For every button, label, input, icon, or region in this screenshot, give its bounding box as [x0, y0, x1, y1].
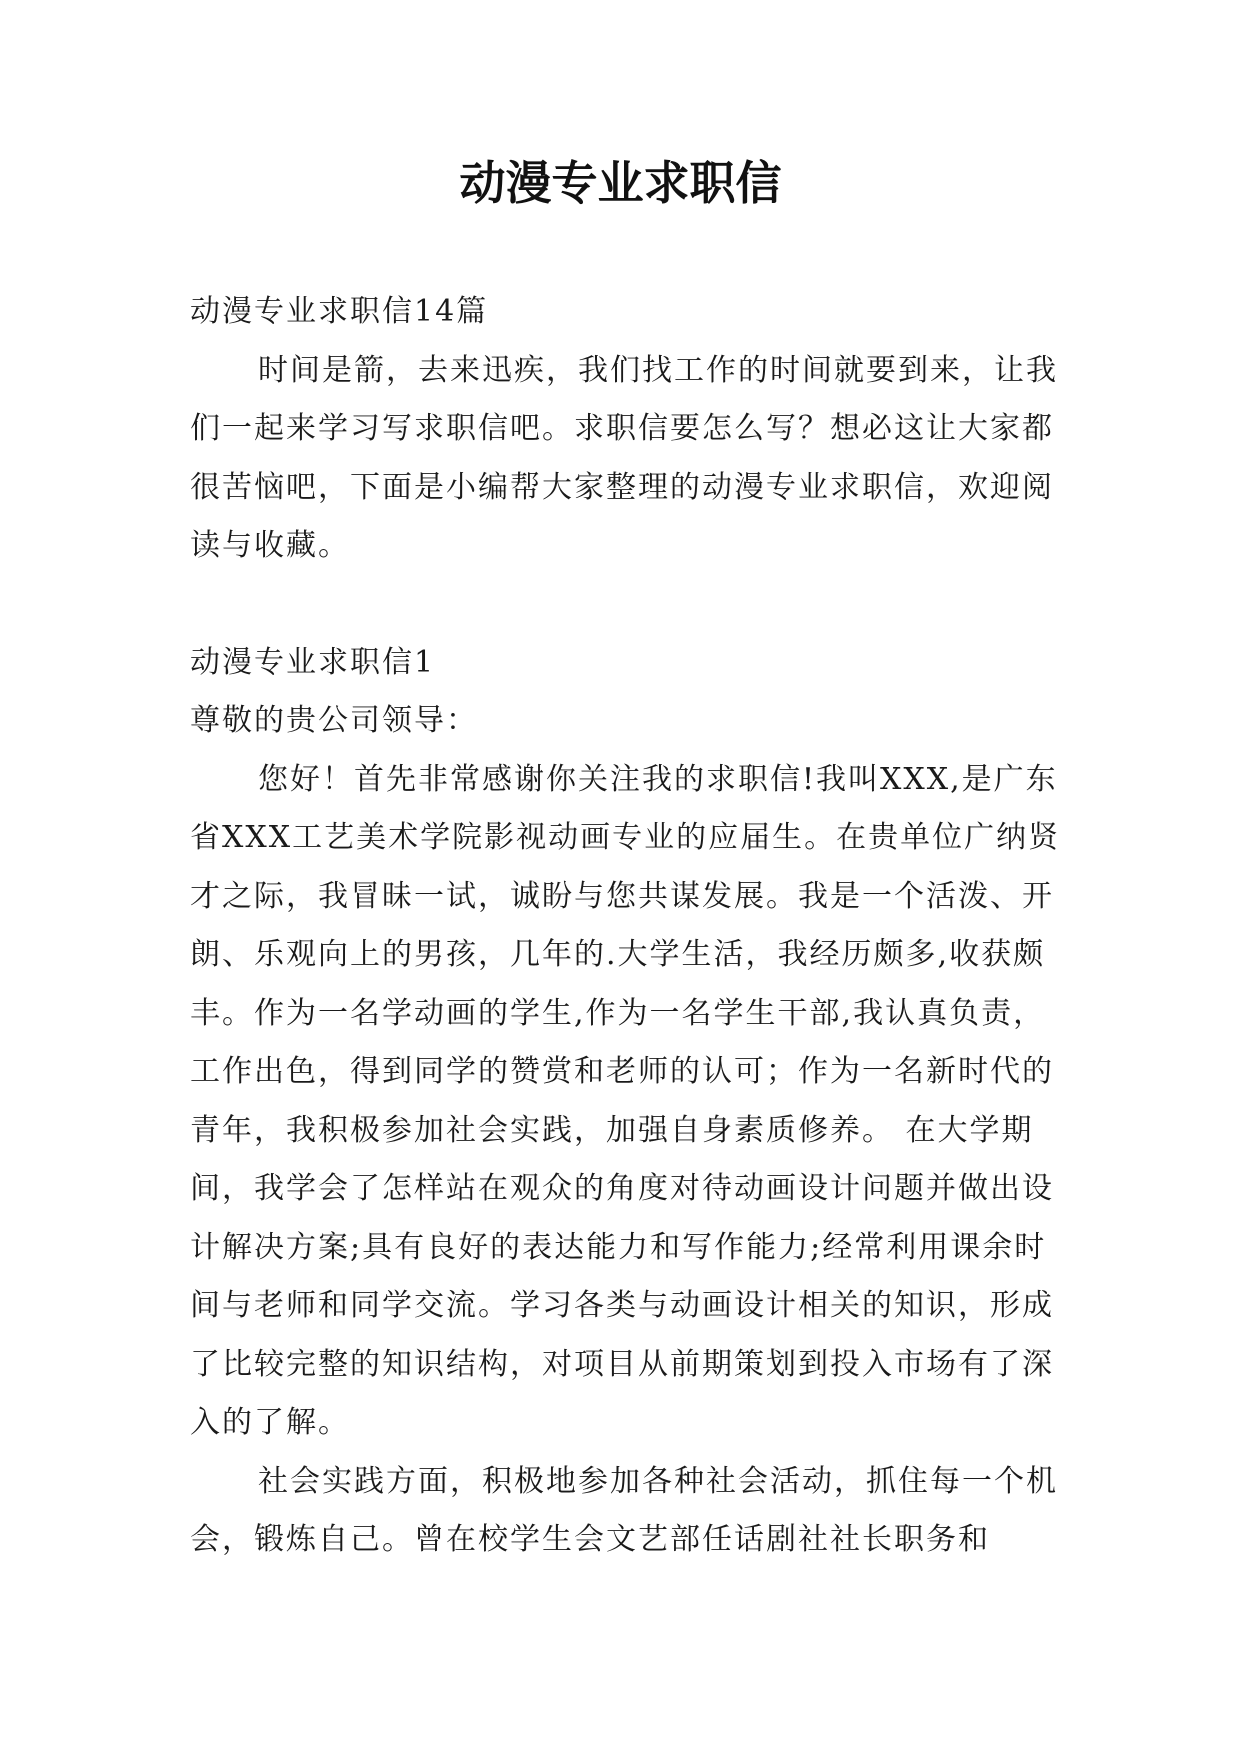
paragraph-spacer [190, 576, 1070, 634]
document-title: 动漫专业求职信 [459, 156, 782, 210]
section-title: 动漫专业求职信1 [190, 644, 436, 680]
salutation: 尊敬的贵公司领导： [190, 703, 478, 738]
document-subtitle: 动漫专业求职信14篇 [190, 294, 489, 329]
document-body [190, 283, 1070, 1570]
body-paragraph-1: 您好！首先非常感谢你关注我的求职信!我叫XXX,是广东省XXX工艺美术学院影视动画专业的应届生。在贵单位广纳贤才之际，我冒昧一试，诚盼与您共谋发展。我是一个活泼、开朗、乐观向上的男孩，几年的.大学生活，我经历颇多,收获颇丰。作为一名学动画的学生,作为一名学生干部,我认真负责，工作出色，得到同学的赞赏和老师的认可；作为一名新时代的青年，我积极参加社会实践，加强自身素质修养。 在大学期间，我学会了怎样站在观众的角度对待动画设计问题并做出设计解决方案;具有良好的表达能力和写作能力;经常利用课余时间与老师和同学交流。学习各类与动画设计相关的知识，形成了比较完整的知识结构，对项目从前期策划到投入市场有了深入的了解。 [190, 761, 1061, 1440]
body-paragraph-2: 社会实践方面，积极地参加各种社会活动，抓住每一个机会，锻炼自己。曾在校学生会文艺部任话剧社社长职务和 [190, 1463, 1058, 1557]
intro-paragraph: 时间是箭，去来迅疾，我们找工作的时间就要到来，让我们一起来学习写求职信吧。求职信要怎么写？想必这让大家都很苦恼吧，下面是小编帮大家整理的动漫专业求职信，欢迎阅读与收藏。 [190, 352, 1058, 563]
